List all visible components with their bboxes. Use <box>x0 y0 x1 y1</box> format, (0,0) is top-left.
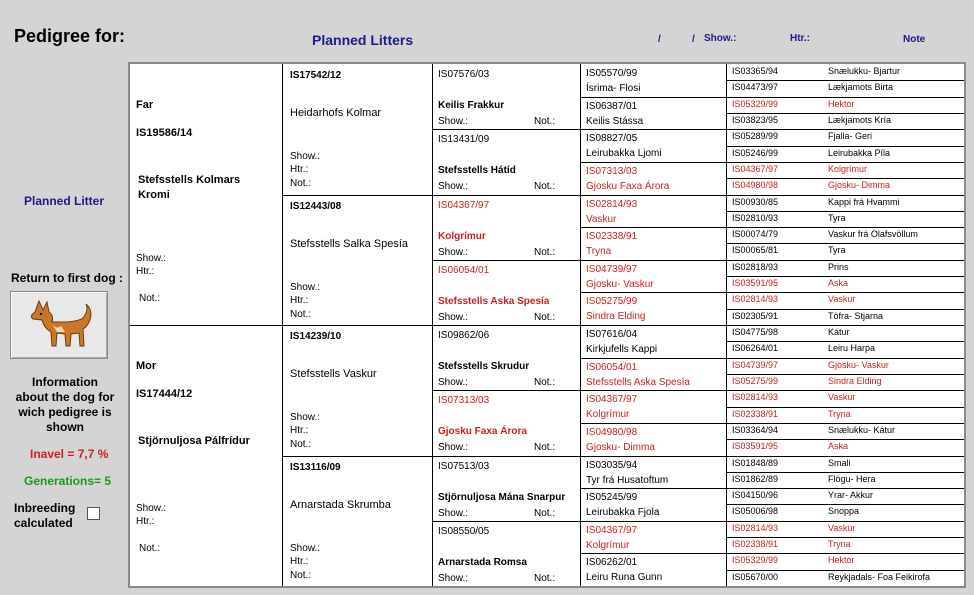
inbreeding-calculated-checkbox[interactable] <box>87 507 100 520</box>
row-divider <box>726 97 966 98</box>
row-divider <box>432 390 580 391</box>
row-divider <box>432 325 580 326</box>
row-divider <box>726 488 966 489</box>
not-label: Not.: <box>290 569 312 581</box>
gen5-name: Vaskur frá Olafsvöllum <box>828 229 918 240</box>
return-to-first-dog-button[interactable] <box>10 291 108 359</box>
gen3-name: Keilis Frakkur <box>438 100 505 111</box>
gen3-reg: IS09862/06 <box>438 330 490 341</box>
show-label: Show.: <box>438 572 469 584</box>
gen5-name: Tryna <box>828 539 851 550</box>
gen4-name: Gjosku- Vaskur <box>586 278 654 290</box>
row-divider <box>726 439 966 440</box>
grandparent-reg: IS14239/10 <box>290 331 342 342</box>
gen4-reg: IS06262/01 <box>586 557 638 569</box>
gen5-reg: IS02814/93 <box>732 294 779 305</box>
gen4-name: Kirkjufells Kappi <box>586 344 658 355</box>
row-divider <box>726 358 966 359</box>
show-label: Show.: <box>136 253 167 264</box>
gen3-name: Stjörnuljosa Mána Snarpur <box>438 491 566 503</box>
gen3-name: Gjosku Faxa Árora <box>438 426 527 438</box>
gen5-name: Tyra <box>828 245 846 256</box>
parent-name: Stefsstells Kolmars <box>138 174 241 186</box>
gen4-reg: IS04367/97 <box>586 524 638 536</box>
row-divider <box>726 211 966 212</box>
gen5-reg: IS03591/95 <box>732 278 779 289</box>
gen5-reg: IS05006/98 <box>732 506 779 517</box>
gen4-reg: IS03035/94 <box>586 459 638 471</box>
gen5-name: Tryna <box>828 408 851 419</box>
gen5-reg: IS06264/01 <box>732 343 779 354</box>
gen4-reg: IS02814/93 <box>586 198 638 210</box>
gen5-name: Kappi frá Hvammi <box>828 196 900 207</box>
htr-label: Htr.: <box>290 425 309 436</box>
gen4-name: Kolgrímur <box>586 409 630 421</box>
gen5-name: Snoppa <box>828 506 860 517</box>
gen5-name: Gjosku- Vaskur <box>828 359 889 370</box>
row-divider <box>432 521 580 522</box>
gen4-name: Sindra Elding <box>586 311 646 323</box>
gen4-name: Gjosku- Dimma <box>586 441 655 453</box>
row-divider <box>432 456 580 457</box>
parent-name: Kromi <box>138 189 170 201</box>
not-label: Not.: <box>534 181 556 193</box>
not-label: Not.: <box>290 178 312 189</box>
gen5-name: Leiru Harpa <box>828 343 876 354</box>
gen5-reg: IS03365/94 <box>732 66 779 76</box>
row-divider <box>580 260 726 261</box>
gen4-name: Leirubakka Fjola <box>586 507 660 519</box>
row-divider <box>726 292 966 293</box>
row-divider <box>726 276 966 277</box>
gen5-reg: IS02338/91 <box>732 539 779 550</box>
row-divider <box>726 325 966 326</box>
gen4-name: Kolgrímur <box>586 539 630 551</box>
row-divider <box>580 553 726 554</box>
gen4-reg: IS05570/99 <box>586 68 638 79</box>
gen5-reg: IS02814/93 <box>732 392 779 403</box>
gen5-name: Flögu- Hera <box>828 473 876 484</box>
not-label: Not.: <box>139 293 161 304</box>
show-label: Show.: <box>290 412 321 423</box>
show-label: Show.: <box>438 377 469 388</box>
row-divider <box>432 260 580 261</box>
row-divider <box>580 195 726 196</box>
row-divider <box>726 374 966 375</box>
parent-name: Stjörnuljosa Pálfrídur <box>138 435 250 447</box>
grandparent-reg: IS13116/09 <box>290 461 341 473</box>
row-divider <box>130 325 282 326</box>
gen4-name: Tyr frá Husatoftum <box>586 474 669 486</box>
gen3-reg: IS13431/09 <box>438 134 490 146</box>
row-divider <box>726 407 966 408</box>
inbreeding-calculated-label: Inbreeding calculated <box>14 501 76 530</box>
gen5-name: Sindra Elding <box>828 375 882 386</box>
not-label: Not.: <box>139 543 161 554</box>
gen4-reg: IS06054/01 <box>586 361 638 373</box>
not-label: Not.: <box>534 311 556 323</box>
planned-litters-link[interactable]: Planned Litters <box>312 32 414 48</box>
htr-label: Htr.: <box>136 516 155 527</box>
gen5-reg: IS01862/89 <box>732 473 779 484</box>
row-divider <box>726 162 966 163</box>
gen3-reg: IS07313/03 <box>438 395 490 407</box>
row-divider <box>726 553 966 554</box>
row-divider <box>580 162 726 163</box>
row-divider <box>726 309 966 310</box>
gen3-name: Arnarstada Romsa <box>438 556 527 568</box>
gen5-reg: IS03591/95 <box>732 441 779 452</box>
not-label: Not.: <box>534 572 556 584</box>
gen5-name: Gjosku- Dimma <box>828 180 891 191</box>
row-divider <box>432 195 580 196</box>
not-label: Not.: <box>534 377 556 388</box>
row-divider <box>726 472 966 473</box>
show-label: Show.: <box>438 507 469 519</box>
gen5-name: Lækjamots Kría <box>828 114 892 125</box>
row-divider <box>726 129 966 130</box>
parent-reg: IS17444/12 <box>136 388 193 400</box>
gen5-name: Snælukku- Bjartur <box>828 66 901 76</box>
gen3-reg: IS04367/97 <box>438 199 490 211</box>
grandparent-name: Arnarstada Skrumba <box>290 498 391 511</box>
row-divider <box>580 488 726 489</box>
grandparent-reg: IS12443/08 <box>290 200 342 212</box>
gen5-reg: IS04150/96 <box>732 490 779 501</box>
row-divider <box>726 521 966 522</box>
gen5-name: Leirubakka Píla <box>828 147 891 158</box>
header-note-label: Note <box>903 34 926 45</box>
gen5-reg: IS05329/99 <box>732 98 779 109</box>
gen3-reg: IS08550/05 <box>438 525 490 537</box>
gen5-reg: IS02305/91 <box>732 310 779 321</box>
header-separator-1: / <box>658 34 661 45</box>
gen5-name: Smali <box>828 457 851 468</box>
show-label: Show.: <box>290 151 321 162</box>
not-label: Not.: <box>290 308 312 320</box>
grandparent-name: Stefsstells Vaskur <box>290 368 377 380</box>
gen5-reg: IS01848/89 <box>732 457 779 468</box>
gen5-name: Snælukku- Kátur <box>828 424 896 435</box>
htr-label: Htr.: <box>290 294 309 306</box>
show-label: Show.: <box>290 281 321 293</box>
show-label: Show.: <box>438 181 469 193</box>
gen4-reg: IS07313/03 <box>586 165 638 177</box>
row-divider <box>282 325 432 326</box>
parent-role: Far <box>136 99 154 111</box>
parent-reg: IS19586/14 <box>136 127 193 139</box>
gen4-name: Vaskur <box>586 213 617 225</box>
gen4-reg: IS07616/04 <box>586 329 638 340</box>
gen5-reg: IS05670/00 <box>732 571 779 582</box>
show-label: Show.: <box>290 542 321 554</box>
gen4-reg: IS05245/99 <box>586 492 638 504</box>
gen5-name: Vaskur <box>828 294 856 305</box>
row-divider <box>726 80 966 81</box>
gen4-reg: IS04367/97 <box>586 394 638 406</box>
header-show-label: Show.: <box>704 33 737 44</box>
row-divider <box>726 341 966 342</box>
gen5-name: Kolgrímur <box>828 163 868 174</box>
gen4-name: Leiru Runa Gunn <box>586 572 663 584</box>
gen5-reg: IS02338/91 <box>732 408 779 419</box>
row-divider <box>726 537 966 538</box>
gen5-name: Töfra- Stjarna <box>828 310 884 321</box>
show-label: Show.: <box>438 116 469 127</box>
generations-value: Generations= 5 <box>24 474 112 488</box>
gen5-name: Lækjamots Birta <box>828 82 894 93</box>
gen5-reg: IS04739/97 <box>732 359 779 370</box>
gen5-name: Aska <box>828 441 849 452</box>
row-divider <box>580 456 726 457</box>
gen5-reg: IS04980/98 <box>732 180 779 191</box>
row-divider <box>726 423 966 424</box>
row-divider <box>726 570 966 571</box>
gen5-reg: IS02810/93 <box>732 212 779 223</box>
row-divider <box>580 97 726 98</box>
gen5-reg: IS00074/79 <box>732 229 779 240</box>
gen5-reg: IS05275/99 <box>732 375 779 386</box>
page-title: Pedigree for: <box>14 26 126 46</box>
row-divider <box>726 146 966 147</box>
row-divider <box>580 292 726 293</box>
row-divider <box>726 456 966 457</box>
gen5-reg: IS02818/93 <box>732 261 779 272</box>
gen4-reg: IS06387/01 <box>586 100 638 112</box>
info-text: Information about the dog for wich pedigree is shown <box>15 375 115 434</box>
row-divider <box>726 113 966 114</box>
gen5-name: Reykjadals- Foa Feikirofa <box>828 571 931 582</box>
htr-label: Htr.: <box>136 266 155 277</box>
gen5-reg: IS04775/98 <box>732 327 779 337</box>
pedigree-table <box>128 62 966 588</box>
show-label: Show.: <box>438 311 469 323</box>
gen4-name: Keilis Stássa <box>586 115 644 127</box>
row-divider <box>580 129 726 130</box>
show-label: Show.: <box>136 503 167 514</box>
gen3-reg: IS07513/03 <box>438 460 490 472</box>
row-divider <box>726 260 966 261</box>
gen5-reg: IS02814/93 <box>732 522 779 533</box>
gen5-name: Hektor <box>828 98 855 109</box>
gen5-reg: IS05246/99 <box>732 147 779 158</box>
grandparent-name: Stefsstells Salka Spesía <box>290 237 409 250</box>
gen5-name: Hektor <box>828 555 855 566</box>
row-divider <box>282 195 432 196</box>
gen5-reg: IS00065/81 <box>732 245 779 256</box>
row-divider <box>580 358 726 359</box>
row-divider <box>580 390 726 391</box>
parent-role: Mor <box>136 360 157 372</box>
gen4-name: Gjosku Faxa Árora <box>586 180 670 192</box>
gen3-name: Stefsstells Aska Spesía <box>438 295 550 307</box>
gen4-reg: IS05275/99 <box>586 296 638 308</box>
gen5-name: Prins <box>828 261 849 272</box>
gen5-reg: IS05329/99 <box>732 555 779 566</box>
gen4-name: Tryna <box>586 246 612 258</box>
gen4-reg: IS02338/91 <box>586 231 638 243</box>
not-label: Not.: <box>534 116 556 127</box>
gen3-reg: IS07576/03 <box>438 69 490 80</box>
header-separator-2: / <box>692 34 695 45</box>
row-divider <box>432 129 580 130</box>
gen4-name: Ísrima- Flosi <box>586 83 641 94</box>
gen5-reg: IS03364/94 <box>732 424 779 435</box>
gen5-reg: IS03823/95 <box>732 114 779 125</box>
gen5-name: Aska <box>828 278 849 289</box>
gen4-name: Leirubakka Ljomi <box>586 148 662 160</box>
gen5-name: Kátur <box>828 327 850 337</box>
not-label: Not.: <box>534 507 556 519</box>
show-label: Show.: <box>438 246 469 258</box>
gen5-reg: IS04473/97 <box>732 82 779 93</box>
gen5-name: Yrar- Akkur <box>828 490 874 501</box>
htr-label: Htr.: <box>290 164 309 175</box>
gen5-reg: IS00930/85 <box>732 196 779 207</box>
row-divider <box>282 456 432 457</box>
gen3-reg: IS06054/01 <box>438 264 490 276</box>
gen5-name: Vaskur <box>828 522 856 533</box>
row-divider <box>726 178 966 179</box>
htr-label: Htr.: <box>290 555 309 567</box>
row-divider <box>726 195 966 196</box>
row-divider <box>580 227 726 228</box>
row-divider <box>580 423 726 424</box>
gen3-name: Stefsstells Hátíd <box>438 165 516 177</box>
not-label: Not.: <box>290 439 312 450</box>
gen4-reg: IS08827/05 <box>586 133 638 145</box>
show-label: Show.: <box>438 442 469 454</box>
gen5-reg: IS05289/99 <box>732 131 779 142</box>
dog-icon <box>11 292 107 358</box>
grandparent-name: Heidarhofs Kolmar <box>290 107 382 119</box>
gen5-name: Tyra <box>828 212 846 223</box>
gen4-reg: IS04739/97 <box>586 263 638 275</box>
gen5-name: Vaskur <box>828 392 856 403</box>
row-divider <box>726 243 966 244</box>
return-to-first-dog-label: Return to first dog : <box>11 271 123 285</box>
row-divider <box>726 504 966 505</box>
not-label: Not.: <box>534 442 556 454</box>
gen4-reg: IS04980/98 <box>586 426 638 438</box>
gen5-reg: IS04367/97 <box>732 163 779 174</box>
gen3-name: Stefsstells Skrudur <box>438 361 530 372</box>
gen4-name: Stefsstells Aska Spesía <box>586 376 690 388</box>
not-label: Not.: <box>534 246 556 258</box>
row-divider <box>580 521 726 522</box>
gen5-name: Fjalla- Geri <box>828 131 873 142</box>
header-htr-label: Htr.: <box>790 33 810 44</box>
inbreeding-value: Inavel = 7,7 % <box>30 447 109 461</box>
gen3-name: Kolgrímur <box>438 230 486 242</box>
row-divider <box>580 325 726 326</box>
planned-litter-link[interactable]: Planned Litter <box>24 194 105 208</box>
grandparent-reg: IS17542/12 <box>290 70 342 81</box>
row-divider <box>726 227 966 228</box>
row-divider <box>726 390 966 391</box>
